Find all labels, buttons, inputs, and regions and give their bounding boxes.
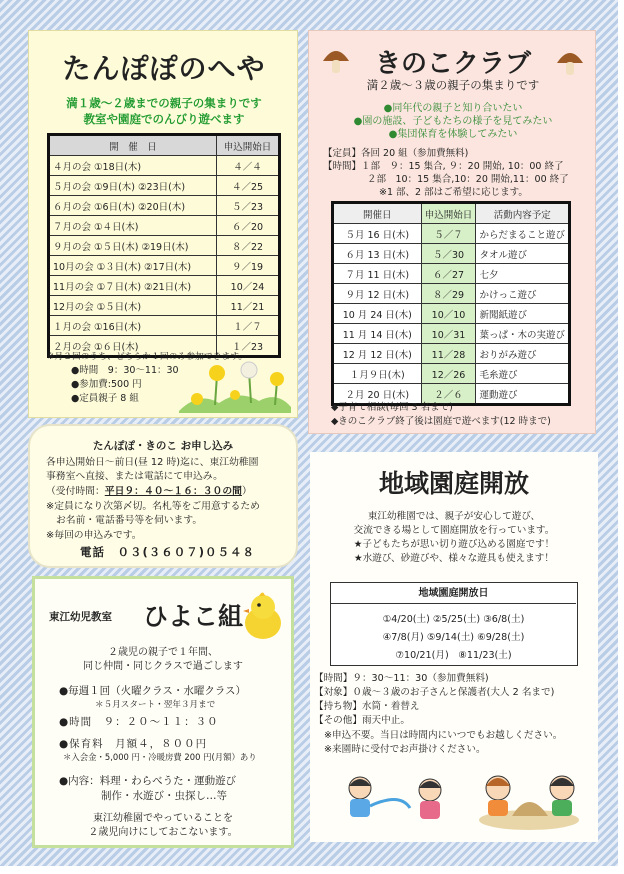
kinoko-goal: ●同年代の親子と知り合いたい	[383, 103, 523, 114]
table-cell: ６／27	[421, 264, 476, 284]
table-cell: ７月 11 日(木)	[333, 264, 422, 284]
hiyoko-intro: 同じ仲間・同じクラスで過ごします	[83, 661, 243, 672]
table-cell: 10／24	[217, 276, 280, 296]
chiiki-belongings: 【持ち物】水筒・着替え	[314, 701, 420, 712]
table-cell: ６／20	[217, 216, 280, 236]
kinoko-footnote: ◆子育て相談(毎回 3 名まで)	[331, 402, 453, 413]
kinoko-capacity: 【定員】各回 20 組（参加費無料)	[323, 148, 469, 159]
table-cell: ９月の会 ①５日(木) ②19日(木)	[49, 236, 217, 256]
tanpopo-note: ※月２回のうち、どちらか１回のみ参加できます。	[47, 352, 248, 362]
kinoko-time: 【時間】１部 ９：15 集合, ９：20 開始, 10：00 終了	[323, 161, 564, 172]
chiiki-title: 地域園庭開放	[378, 469, 529, 498]
chiiki-time: 【時間】９：30～11：30（参加費無料)	[314, 673, 489, 684]
table-cell: ２／６	[421, 384, 476, 405]
application-hours-value: 平日９：４０～１６：３０の間	[104, 486, 242, 497]
chiiki-day-list: ①4/20(土) ②5/25(土) ③6/8(土)	[382, 614, 525, 625]
table-row	[333, 264, 570, 284]
table-row	[49, 196, 280, 216]
chiiki-day-list: ⑦10/21(月) ⑧11/23(土)	[395, 650, 512, 661]
table-cell: 毛糸遊び	[476, 364, 570, 384]
hiyoko-term: ＊５月スタート・翌年３月まで	[95, 700, 216, 710]
table-row	[49, 216, 280, 236]
table-row	[333, 304, 570, 324]
kinoko-note: ※1 部、2 部はご希望に応じます。	[379, 187, 528, 198]
chiiki-intro: 交流できる場として園庭開放を行っています。	[353, 525, 555, 536]
chiiki-day-list: ④7/8(月) ⑤9/14(土) ⑥9/28(土)	[382, 632, 525, 643]
hiyoko-closing: ２歳児向けにしておこないます。	[88, 827, 238, 838]
kinoko-goal: ●集団保育を体験してみたい	[388, 129, 518, 140]
kinoko-goal: ●園の施設、子どもたちの様子を見てみたい	[353, 116, 553, 127]
table-header: 活動内容予定	[476, 203, 570, 224]
application-text: 事務室へ直接、または電話にて申込み。	[46, 471, 223, 482]
table-cell: 運動遊び	[476, 384, 570, 405]
table-header: 申込開始日	[217, 135, 280, 156]
kinoko-title: きのこクラブ	[374, 49, 531, 79]
table-row	[49, 276, 280, 296]
table-cell: １月９日(木)	[333, 364, 422, 384]
kinoko-time-2: ２部 10：15 集合,10：20 開始,11：00 終了	[367, 174, 569, 185]
hiyoko-section	[32, 576, 294, 848]
table-cell: ４月の会 ①18日(木)	[49, 156, 217, 176]
application-text: ※毎回の申込みです。	[46, 530, 142, 541]
application-phone: 電話 ０３(３６０７)０５４８	[80, 545, 256, 559]
table-cell: 11月の会 ①７日(木) ②21日(木)	[49, 276, 217, 296]
chiiki-intro: 東江幼稚園では、親子が安心して遊び、	[367, 511, 541, 522]
table-cell: ９月 12 日(木)	[333, 284, 422, 304]
sand-play-illustration	[474, 764, 584, 832]
table-row	[333, 224, 570, 244]
application-hours-label: （受付時間：	[46, 486, 105, 497]
dandelion-illustration	[179, 361, 291, 413]
chiiki-note: ※来園時に受付でお声掛けください。	[324, 744, 486, 755]
table-cell: ２月 20 日(木)	[333, 384, 422, 405]
chiiki-days-box	[330, 582, 578, 666]
application-title: たんぽぽ・きのこ お申し込み	[92, 440, 234, 452]
table-cell: ５月の会 ①9日(木) ②23日(木)	[49, 176, 217, 196]
table-header-row	[333, 203, 570, 224]
table-cell: かけっこ遊び	[476, 284, 570, 304]
table-row	[333, 284, 570, 304]
hiyoko-fee-note: ＊入会金・5,000 円・冷暖房費 200 円(月額）あり	[63, 752, 257, 762]
table-cell: ７月の会 ①４日(木)	[49, 216, 217, 236]
table-header-row	[49, 135, 280, 156]
application-text: ※定員になり次第〆切。名札等をご用意するため	[46, 501, 260, 512]
table-cell: ５／７	[421, 224, 476, 244]
table-cell: ４／25	[217, 176, 280, 196]
hiyoko-organization: 東江幼児教室	[49, 611, 112, 623]
table-cell: ５／30	[421, 244, 476, 264]
table-cell: 12／26	[421, 364, 476, 384]
kinoko-schedule-table	[331, 201, 571, 406]
page-edge	[0, 866, 624, 874]
table-cell: 11／28	[421, 344, 476, 364]
table-row	[333, 364, 570, 384]
hiyoko-time: ●時間 ９：２０～１１：３０	[59, 716, 219, 728]
kinoko-footnote: ◆きのこクラブ終了後は園庭で遊べます(12 時まで)	[331, 416, 551, 427]
table-cell: ２月の会 ①６日(木)	[49, 336, 217, 357]
table-header: 開催日	[333, 203, 422, 224]
application-hours-close: ）	[241, 486, 252, 497]
table-cell: ５月 16 日(木)	[333, 224, 422, 244]
table-cell: 11 月 14 日(木)	[333, 324, 422, 344]
chiiki-section	[310, 452, 598, 842]
table-cell: タオル遊び	[476, 244, 570, 264]
page-edge	[618, 0, 624, 874]
tanpopo-time: ●時間 9：30～11：30	[71, 365, 179, 376]
table-cell: 七夕	[476, 264, 570, 284]
table-row	[333, 324, 570, 344]
table-cell: 12月の会 ①５日(木)	[49, 296, 217, 316]
table-cell: 新聞紙遊び	[476, 304, 570, 324]
table-cell: 葉っぱ・木の実遊び	[476, 324, 570, 344]
chiiki-note: ※申込不要。当日は時間内にいつでもお越しください。	[324, 730, 563, 741]
hiyoko-content: ●内容：料理・わらべうた・運動遊び	[59, 775, 237, 787]
table-cell: 11／21	[217, 296, 280, 316]
chiiki-intro: ★水遊び、砂遊びや、様々な遊具も使えます！	[354, 553, 554, 564]
hiyoko-intro: ２歳児の親子で１年間、	[108, 647, 218, 658]
table-cell: ８／22	[217, 236, 280, 256]
table-row	[49, 236, 280, 256]
table-row	[49, 256, 280, 276]
hiyoko-title: ひよこ組	[143, 602, 244, 631]
application-text: お名前・電話番号等を伺います。	[56, 515, 203, 526]
table-cell: 10／10	[421, 304, 476, 324]
hiyoko-content-2: 制作・水遊び・虫探し…等	[101, 790, 227, 802]
tanpopo-subtitle-1: 満１歳～２歳までの親子の集まりです	[66, 96, 262, 110]
table-row	[333, 344, 570, 364]
table-row	[333, 244, 570, 264]
table-cell: １月の会 ①16日(木)	[49, 316, 217, 336]
table-cell: ６月 13 日(木)	[333, 244, 422, 264]
water-play-illustration	[338, 768, 464, 830]
table-cell: 10 月 24 日(木)	[333, 304, 422, 324]
table-cell: 12 月 12 日(木)	[333, 344, 422, 364]
hiyoko-fee: ●保育料 月額４，８００円	[59, 738, 208, 750]
table-cell: ６月の会 ①6日(木) ②20日(木)	[49, 196, 217, 216]
hiyoko-closing: 東江幼稚園でやっていることを	[93, 813, 233, 824]
hiyoko-frequency: ●毎週１回（火曜クラス・水曜クラス）	[59, 685, 247, 697]
application-text: 各申込開始日～前日(昼 12 時)迄に、東江幼稚園	[46, 457, 259, 468]
table-header: 開 催 日	[49, 135, 217, 156]
table-cell: ４／４	[217, 156, 280, 176]
chiiki-target: 【対象】０歳～３歳のお子さんと保護者(大人 2 名まで)	[314, 687, 555, 698]
tanpopo-capacity: ●定員親子 8 組	[71, 393, 139, 404]
application-hours	[46, 483, 252, 497]
application-section	[28, 424, 298, 568]
chick-illustration	[241, 591, 287, 641]
table-row	[49, 296, 280, 316]
kinoko-subtitle: 満２歳～３歳の親子の集まりです	[366, 78, 540, 92]
tanpopo-subtitle-2: 教室や園庭でのんびり遊べます	[83, 112, 245, 126]
table-row	[49, 156, 280, 176]
tanpopo-section	[28, 30, 298, 418]
tanpopo-schedule-table	[47, 133, 281, 358]
table-cell: １／７	[217, 316, 280, 336]
table-cell: ９／19	[217, 256, 280, 276]
table-cell: ８／29	[421, 284, 476, 304]
table-cell: 10月の会 ①３日(木) ②17日(木)	[49, 256, 217, 276]
chiiki-other: 【その他】雨天中止。	[314, 715, 410, 726]
kinoko-section	[308, 30, 596, 434]
tanpopo-title: たんぽぽのへや	[62, 52, 266, 85]
chiiki-days-title: 地域園庭開放日	[331, 585, 576, 604]
table-cell: からだまること遊び	[476, 224, 570, 244]
table-cell: １／23	[217, 336, 280, 357]
table-cell: 10／31	[421, 324, 476, 344]
table-cell: おりがみ遊び	[476, 344, 570, 364]
table-row	[49, 316, 280, 336]
chiiki-intro: ★子どもたちが思い切り遊び込める園庭です！	[353, 539, 555, 550]
table-row	[49, 176, 280, 196]
table-cell: ５／23	[217, 196, 280, 216]
table-header: 申込開始日	[421, 203, 476, 224]
tanpopo-fee: ●参加費:500 円	[71, 379, 142, 390]
